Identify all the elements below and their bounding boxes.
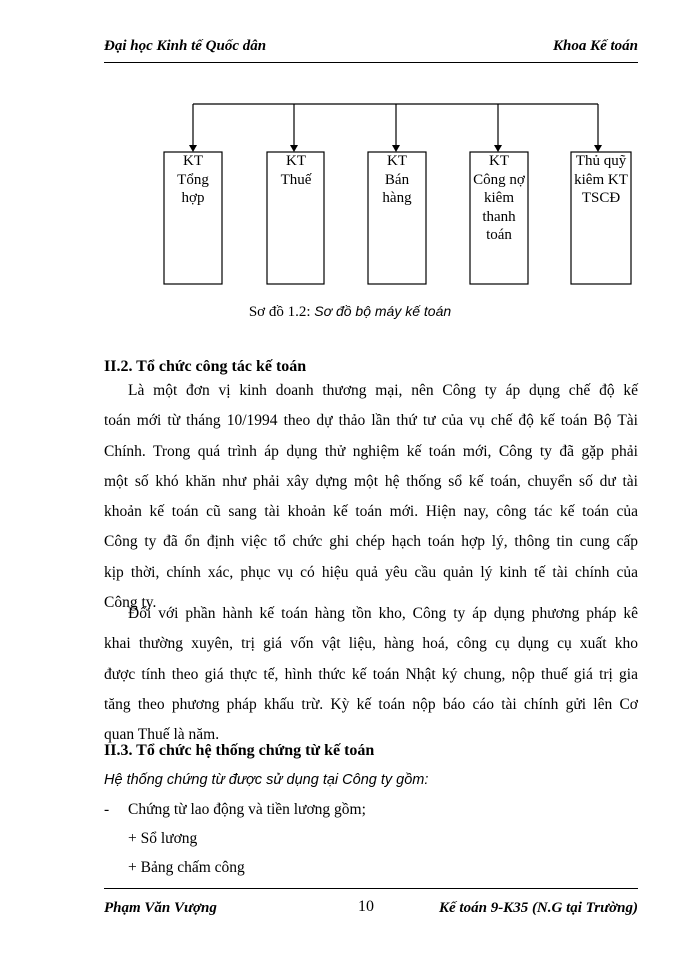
para2-line: tăng theo phương pháp khấu trừ. Kỳ kế toán nộp báo cáo tài chính gửi lên Cơ: [104, 695, 638, 713]
para1-line: toán mới từ tháng 10/1994 theo dự thảo lần thứ tư của vụ chế độ kế toán Bộ Tài: [104, 412, 638, 430]
arrowhead-2: [290, 145, 298, 152]
para2-line: được tính theo giá thực tế, hình thức kế toán Nhật ký chung, nộp thuế giá trị gia: [104, 665, 638, 683]
footer-author: Phạm Văn Vượng: [104, 900, 217, 916]
arrowhead-5: [594, 145, 602, 152]
section-title-2-3: II.3. Tổ chức hệ thống chứng từ kế toán: [104, 742, 375, 759]
paragraph-2: [104, 599, 638, 750]
page-number: 10: [358, 898, 374, 915]
arrowhead-4: [494, 145, 502, 152]
footer-class: Kế toán 9-K35 (N.G tại Trường): [439, 900, 638, 916]
caption-prefix: Sơ đồ 1.2:: [248, 304, 311, 320]
paragraph-1: [104, 376, 638, 618]
para1-line: Công ty đã ổn định việc tổ chức ghi chép hạch toán hợp lý, thông tin cung cấp: [104, 533, 638, 551]
intro-text: Hệ thống chứng từ được sử dụng tại Công ty gồm:: [104, 772, 429, 788]
arrowhead-1: [189, 145, 197, 152]
subitem-so-luong: + Sổ lương: [128, 830, 198, 847]
bullet-item: [104, 801, 366, 819]
arrowhead-3: [392, 145, 400, 152]
bullet-text: Chứng từ lao động và tiền lương gồm;: [128, 801, 366, 818]
para1-line: Công ty.: [104, 594, 157, 612]
header-university: Đại học Kinh tế Quốc dân: [104, 38, 267, 54]
para2-line: quan Thuế là năm.: [104, 726, 220, 744]
para1-line: kịp thời, chính xác, phục vụ có hiệu quả yêu cầu quản lý kinh tế tài chính của: [104, 563, 638, 581]
diagram-caption: [0, 303, 700, 321]
footer-rule: [104, 888, 638, 889]
para1-line: Là một đơn vị kinh doanh thương mại, nên Công ty áp dụng chế độ kế: [128, 382, 638, 399]
para1-line: một số khó khăn như phải xây dựng một hệ thống sổ kế toán, chuyển số dư tài: [104, 472, 638, 490]
box-label-5: Thủ quỹ kiêm KT TSCĐ: [574, 153, 628, 206]
para1-line: Chính. Trong quá trình áp dụng thử nghiệm kế toán mới, Công ty đã gặp phải: [104, 442, 638, 460]
subitem-bang-cham-cong: + Bảng chấm công: [128, 859, 245, 876]
para1-line: khoản kế toán cũ sang tài khoản kế toán mới. Hiện nay, công tác kế toán của: [104, 503, 638, 521]
box-label-2: KT Thuế: [280, 153, 312, 188]
para2-line: Đối với phần hành kế toán hàng tồn kho, Công ty áp dụng phương pháp kê: [128, 605, 638, 622]
header-faculty: Khoa Kế toán: [552, 38, 638, 54]
org-chart-diagram: [0, 0, 700, 300]
caption-title: Sơ đồ bộ máy kế toán: [314, 303, 452, 319]
bullet-dash: -: [104, 801, 110, 818]
section-title-2-2: II.2. Tổ chức công tác kế toán: [104, 358, 307, 375]
box-label-1: KT Tổng hợp: [177, 153, 209, 206]
box-label-4: KT Công nợ kiêm thanh toán: [473, 153, 525, 243]
box-label-3: KT Bán hàng: [382, 153, 412, 206]
para2-line: khai thường xuyên, trị giá vốn vật liệu, hàng hoá, công cụ dụng cụ xuất kho: [104, 635, 638, 653]
